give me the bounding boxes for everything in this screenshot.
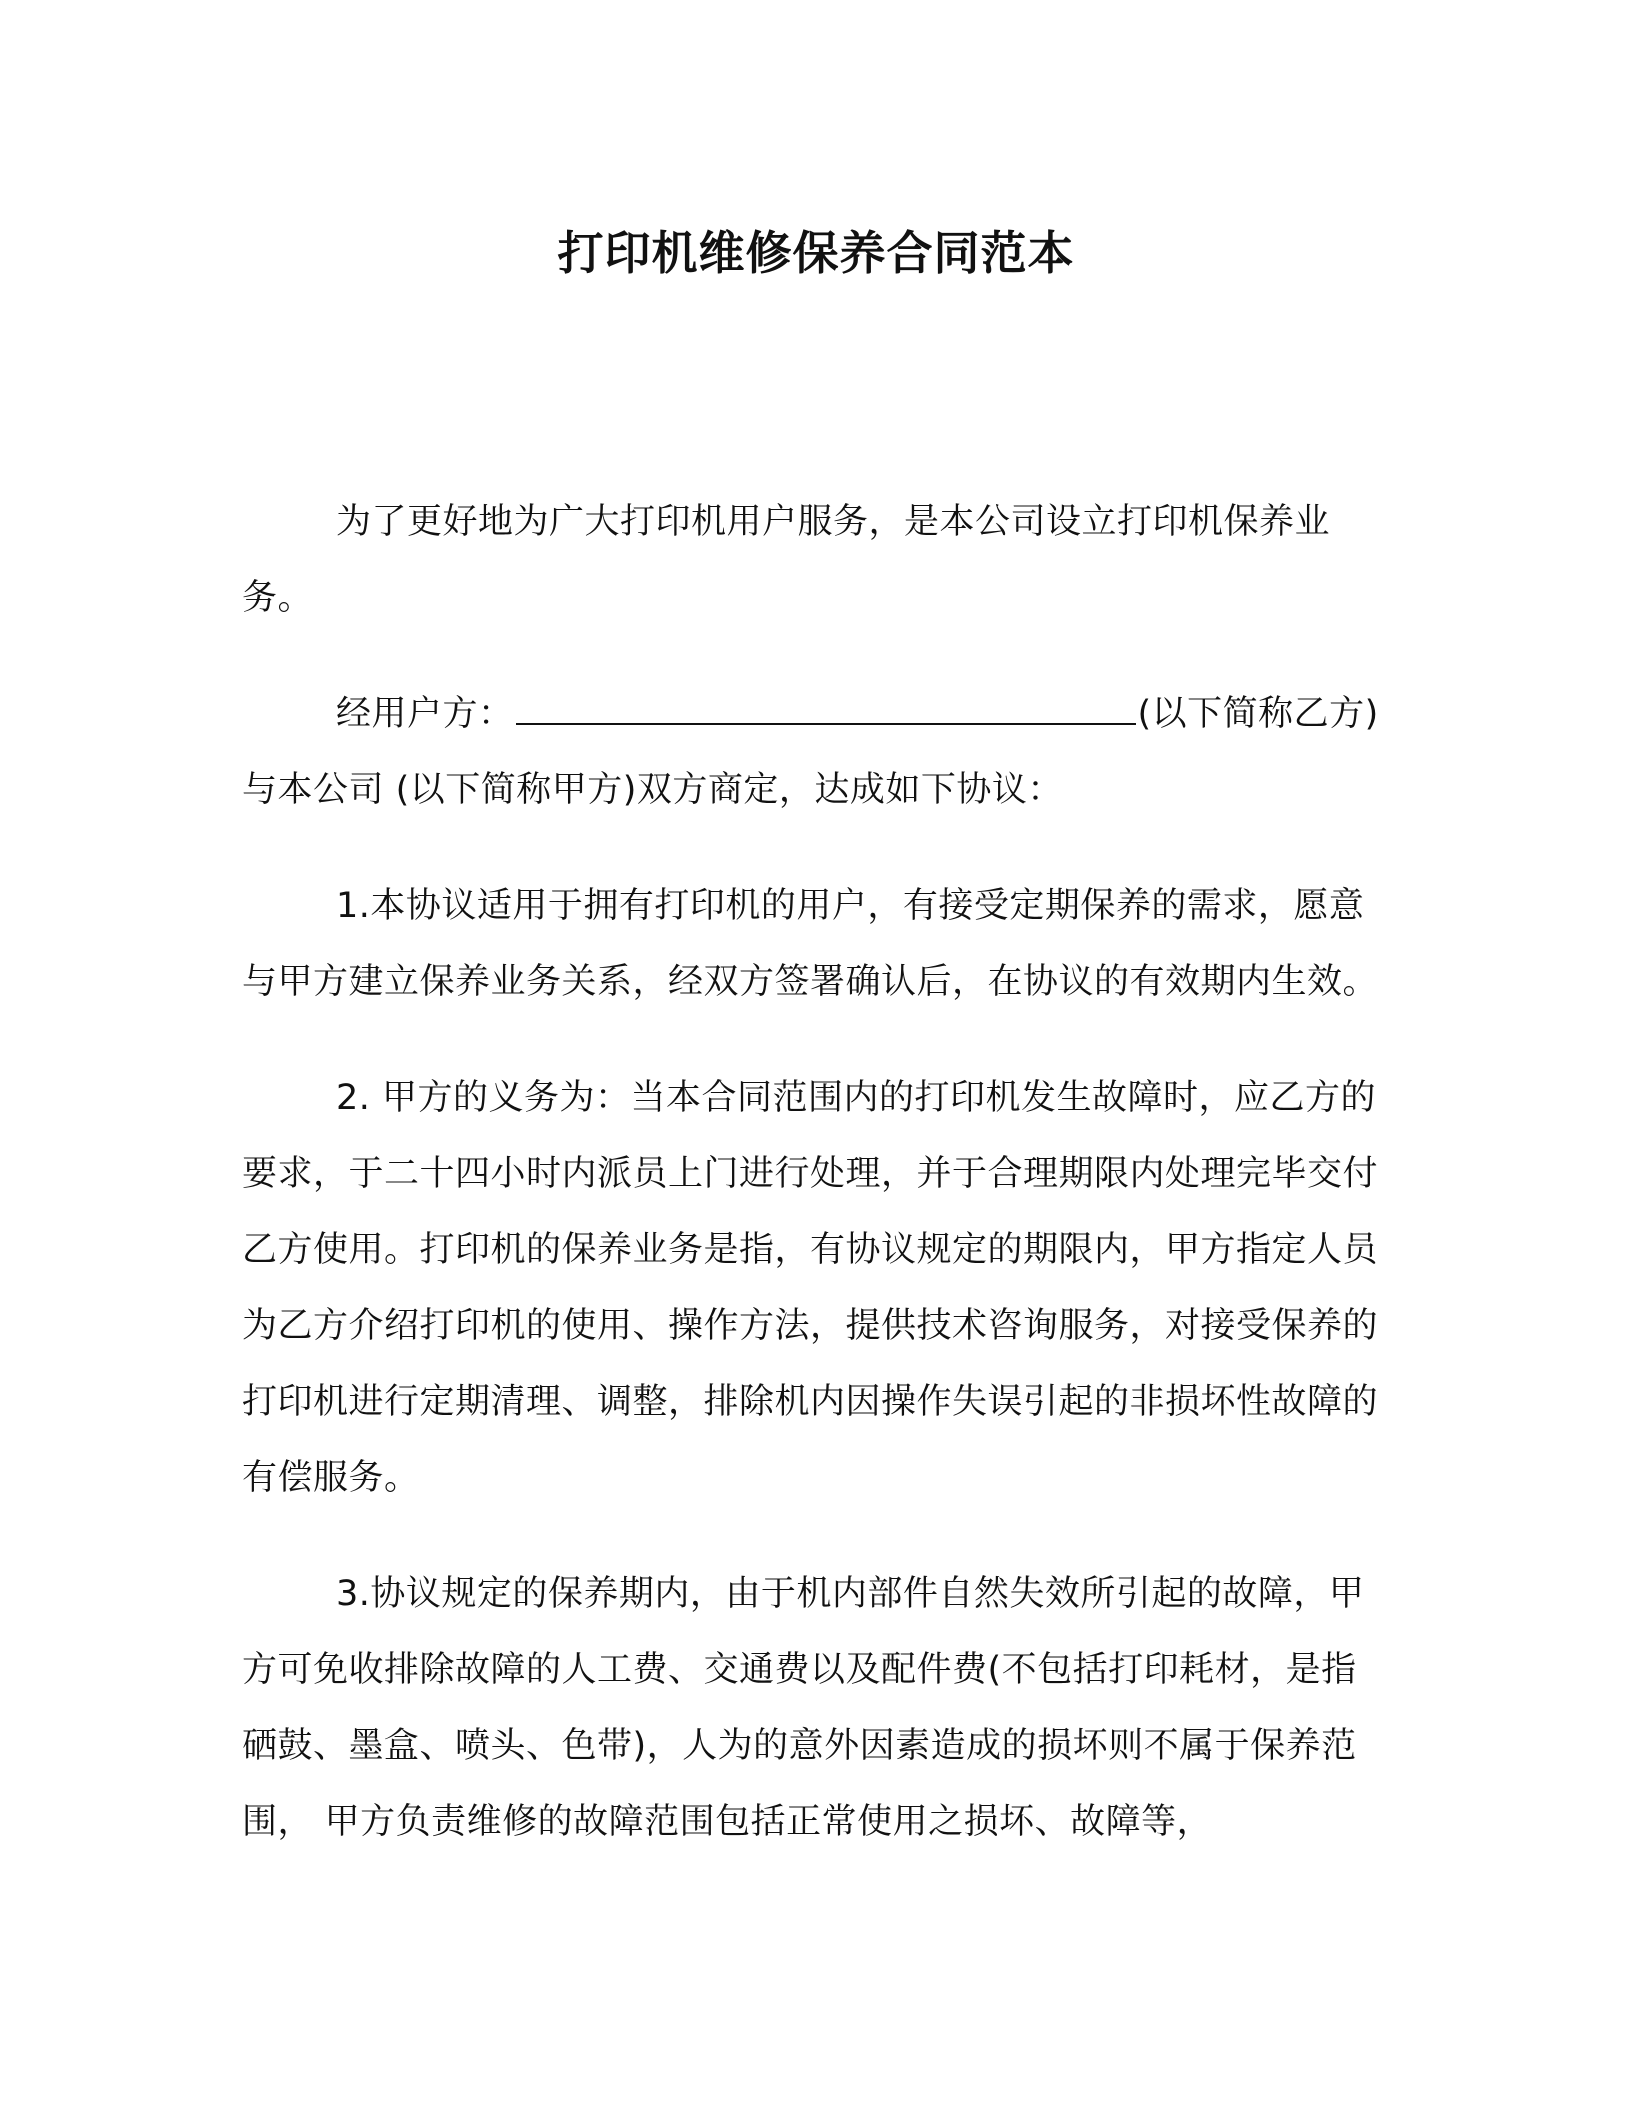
parties-suffix: (以下简称乙方)与本公司 (以下简称甲方)双方商定，达成如下协议： [242,694,1379,810]
document-body [242,484,1392,1900]
parties-paragraph [242,676,1392,828]
document-title: 打印机维修保养合同范本 [557,226,1075,280]
intro-paragraph: 为了更好地为广大打印机用户服务，是本公司设立打印机保养业务。 [242,502,1331,618]
user-name-blank [516,683,1136,725]
clause-3: 3.协议规定的保养期内，由于机内部件自然失效所引起的故障，甲方可免收排除故障的人工费、交通费以及配件费(不包括打印耗材，是指硒鼓、墨盒、喷头、色带)，人为的意外因素造成的损坏则不属于保养范围， 甲方负责维修的故障范围包括正常使用之损坏、故障等， [242,1574,1365,1842]
clause-1: 1.本协议适用于拥有打印机的用户，有接受定期保养的需求，愿意与甲方建立保养业务关系，经双方签署确认后，在协议的有效期内生效。 [242,886,1379,1002]
parties-prefix: 经用户方： [336,694,514,734]
clause-2: 2. 甲方的义务为：当本合同范围内的打印机发生故障时，应乙方的要求，于二十四小时内派员上门进行处理，并于合理期限内处理完毕交付乙方使用。打印机的保养业务是指，有协议规定的期限内，甲方指定人员为乙方介绍打印机的使用、操作方法，提供技术咨询服务，对接受保养的打印机进行定期清理、调整，排除机内因操作失误引起的非损坏性故障的有偿服务。 [242,1078,1379,1498]
